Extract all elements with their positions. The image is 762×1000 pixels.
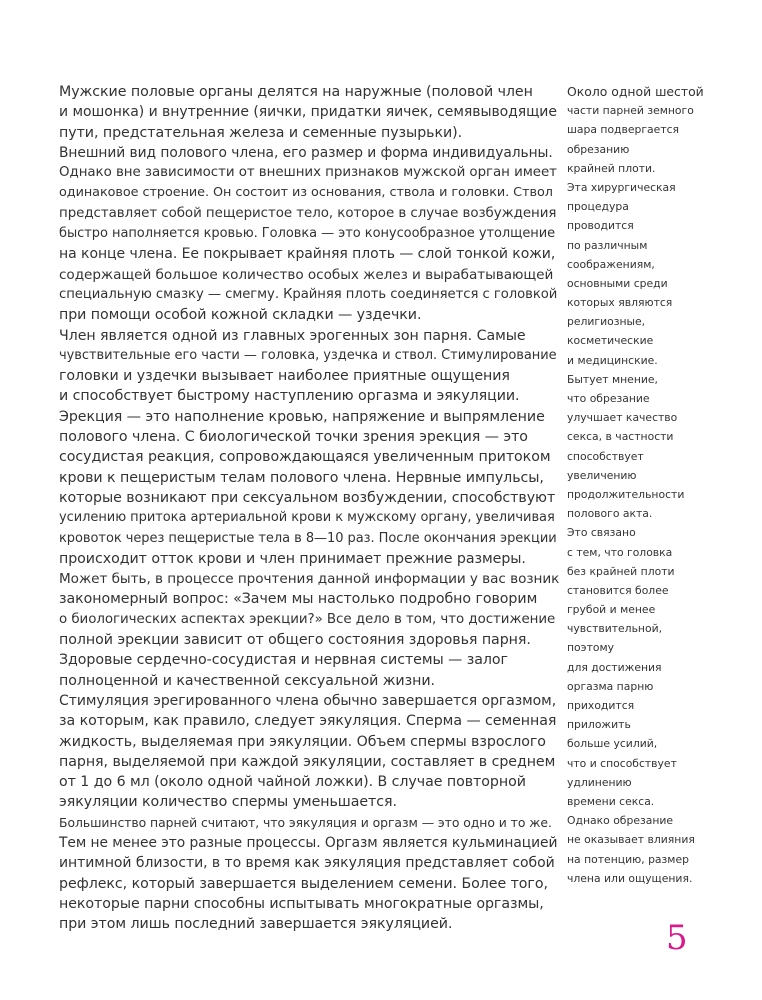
sidebar-line: религиозные, — [567, 315, 646, 329]
sidebar-line: больше усилий, — [567, 737, 658, 751]
text-line: Может быть, в процессе прочтения данной информации у вас возник — [59, 571, 560, 588]
sidebar-line: секса, в частности — [567, 430, 674, 444]
text-line: специальную смазку — смегму. Крайняя плоть соединяется с головкой — [59, 286, 558, 302]
sidebar-line: продолжительности — [567, 487, 685, 501]
text-line: представляет собой пещеристое тело, которое в случае возбуждения — [59, 205, 557, 221]
sidebar-line: обрезанию — [567, 142, 630, 156]
text-line: усилению притока артериальной крови к мужскому органу, увеличивая — [59, 510, 555, 526]
sidebar-line: увеличению — [567, 468, 637, 482]
sidebar-line: становится более — [567, 583, 669, 597]
text-line: Внешний вид полового члена, его размер и форма индивидуальны. — [59, 144, 553, 161]
page-number: 5 — [666, 918, 688, 958]
sidebar-line: которых являются — [567, 296, 673, 310]
text-line: за которым, как правило, следует эякуляция. Сперма — семенная — [59, 713, 557, 730]
sidebar-line: без крайней плоти — [567, 564, 675, 578]
text-line: которые возникают при сексуальном возбуждении, способствуют — [59, 489, 556, 506]
sidebar-line: не оказывает влияния — [567, 833, 695, 847]
text-line: на конце члена. Ее покрывает крайняя плоть — слой тонкой кожи, — [59, 246, 556, 263]
text-line: пути, предстательная железа и семенные пузырьки). — [59, 124, 463, 141]
text-line: крови к пещеристым телам полового члена. Нервные импульсы, — [59, 469, 544, 486]
sidebar-line: способствует — [567, 449, 644, 463]
sidebar-line: Бытует мнение, — [567, 372, 658, 386]
text-line: Здоровые сердечно-сосудистая и нервная системы — залог — [59, 652, 508, 669]
text-line: чувствительные его части — головка, уздечка и ствол. Стимулирование — [59, 347, 557, 363]
sidebar-note — [567, 82, 717, 888]
text-line: Тем не менее это разные процессы. Оргазм является кульминацией — [59, 834, 558, 851]
text-line: содержащей большое количество особых желез и вырабатывающей — [59, 266, 554, 283]
sidebar-line: что и способствует — [567, 756, 677, 770]
sidebar-line: что обрезание — [567, 392, 650, 405]
text-line: от 1 до 6 мл (около одной чайной ложки). В случае повторной — [59, 774, 526, 791]
text-line: сосудистая реакция, сопровождающаяся увеличенным притоком — [59, 449, 551, 466]
text-line: происходит отток крови и член принимает прежние размеры. — [59, 550, 526, 567]
sidebar-line: удлинению — [567, 775, 632, 789]
sidebar-line: чувствительной, — [567, 622, 663, 636]
sidebar-line: по различным — [567, 238, 648, 252]
text-line: закономерный вопрос: «Зачем мы настолько подробно говорим — [59, 591, 538, 608]
text-line: некоторые парни способны испытывать многократные оргазмы, — [59, 895, 544, 912]
sidebar-line: проводится — [567, 219, 634, 233]
sidebar-line: Эта хирургическая — [567, 180, 676, 194]
sidebar-line: приложить — [567, 718, 631, 732]
sidebar-line: для достижения — [567, 660, 662, 674]
text-line: Член является одной из главных эрогенных зон парня. Самые — [59, 327, 526, 344]
sidebar-line: шара подвергается — [567, 123, 680, 137]
text-line: Эрекция — это наполнение кровью, напряжение и выпрямление — [59, 408, 545, 425]
text-line: парня, выделяемой при каждой эякуляции, составляет в среднем — [59, 753, 556, 770]
sidebar-line: приходится — [567, 699, 635, 712]
text-line: эякуляции количество спермы уменьшается. — [59, 794, 397, 811]
sidebar-line: Однако обрезание — [567, 814, 674, 828]
text-line: быстро наполняется кровью. Головка — это конусообразное утолщение — [59, 226, 556, 242]
text-line: и способствует быстрому наступлению оргазма и эякуляции. — [59, 388, 520, 405]
text-line: полноценной и качественной сексуальной жизни. — [59, 672, 435, 689]
text-line: интимной близости, в то время как эякуляция представляет собой — [59, 855, 555, 872]
text-line: при этом лишь последний завершается эякуляцией. — [59, 916, 453, 933]
sidebar-line: и медицинские. — [567, 353, 658, 367]
text-line: Однако вне зависимости от внешних признаков мужской орган имеет — [59, 165, 557, 181]
sidebar-line: косметические — [567, 334, 654, 348]
sidebar-line: крайней плоти. — [567, 161, 656, 175]
text-line: и мошонка) и внутренние (яички, придатки яичек, семявыводящие — [59, 104, 557, 121]
text-line: о биологических аспектах эрекции?» Все дело в том, что достижение — [59, 611, 556, 627]
sidebar-line: поэтому — [567, 641, 615, 655]
text-line: полового члена. С биологической точки зрения эрекция — это — [59, 429, 528, 446]
sidebar-line: процедура — [567, 200, 629, 214]
text-line: Стимуляция эрегированного члена обычно завершается оргазмом, — [59, 692, 557, 709]
sidebar-line: времени секса. — [567, 794, 655, 808]
text-line: рефлекс, который завершается выделением семени. Более того, — [59, 875, 548, 892]
main-text-column — [59, 82, 559, 934]
sidebar-line: соображениям, — [567, 257, 655, 271]
sidebar-line: оргазма парню — [567, 679, 654, 693]
sidebar-line: Это связано — [567, 526, 636, 540]
sidebar-line: на потенцию, размер — [567, 852, 689, 866]
sidebar-line: члена или ощущения. — [567, 871, 693, 885]
sidebar-line: Около одной шестой — [567, 84, 704, 99]
text-line: при помощи особой кожной складки — уздечки. — [59, 307, 422, 324]
text-line: жидкость, выделяемая при эякуляции. Объем спермы взрослого — [59, 733, 546, 750]
sidebar-line: части парней земного — [567, 104, 694, 118]
sidebar-line: полового акта. — [567, 507, 653, 521]
sidebar-line: грубой и менее — [567, 603, 656, 617]
text-line: Мужские половые органы делятся на наружные (половой член — [59, 84, 533, 100]
sidebar-line: основными среди — [567, 276, 668, 290]
sidebar-line: улучшает качество — [567, 411, 678, 425]
text-line: кровоток через пещеристые тела в 8—10 раз. После окончания эрекции — [59, 530, 557, 546]
text-line: одинаковое строение. Он состоит из основания, ствола и головки. Ствол — [59, 185, 553, 201]
sidebar-line: с тем, что головка — [567, 545, 673, 559]
text-line: головки и уздечки вызывает наиболее приятные ощущения — [59, 368, 510, 385]
text-line: полной эрекции зависит от общего состояния здоровья парня. — [59, 632, 531, 649]
text-line: Большинство парней считают, что эякуляция и оргазм — это одно и то же. — [59, 814, 552, 830]
